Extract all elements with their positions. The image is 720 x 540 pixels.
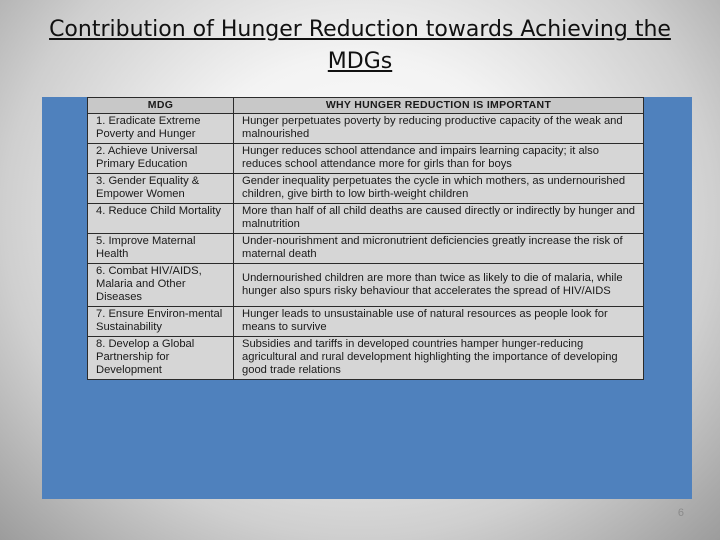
table-row bbox=[88, 264, 644, 307]
table-row bbox=[88, 114, 644, 144]
reason-cell: More than half of all child deaths are caused directly or indirectly by hunger and malnutrition bbox=[234, 204, 644, 234]
mdg-goal-cell: 7. Ensure Environ-mental Sustainability bbox=[88, 307, 234, 337]
table-row bbox=[88, 144, 644, 174]
reason-cell: Gender inequality perpetuates the cycle in which mothers, as undernourished children, give birth to low birth-weight children bbox=[234, 174, 644, 204]
table-header-row bbox=[88, 98, 644, 114]
reason-cell: Undernourished children are more than twice as likely to die of malaria, while hunger also spurs risky behaviour that accelerates the spread of HIV/AIDS bbox=[234, 264, 644, 307]
reason-cell: Hunger leads to unsustainable use of natural resources as people look for means to survive bbox=[234, 307, 644, 337]
reason-cell: Hunger reduces school attendance and impairs learning capacity; it also reduces school attendance more for girls than for boys bbox=[234, 144, 644, 174]
mdg-goal-cell: 1. Eradicate Extreme Poverty and Hunger bbox=[88, 114, 234, 144]
mdg-goal-cell: 3. Gender Equality & Empower Women bbox=[88, 174, 234, 204]
reason-cell: Subsidies and tariffs in developed countries hamper hunger-reducing agricultural and rural development highlighting the importance of developing good trade relations bbox=[234, 337, 644, 380]
mdg-table bbox=[87, 97, 644, 380]
table-row bbox=[88, 234, 644, 264]
header-mdg: MDG bbox=[88, 98, 234, 114]
reason-cell: Under-nourishment and micronutrient deficiencies greatly increase the risk of maternal death bbox=[234, 234, 644, 264]
mdg-goal-cell: 6. Combat HIV/AIDS, Malaria and Other Diseases bbox=[88, 264, 234, 307]
table-row bbox=[88, 174, 644, 204]
slide-title: Contribution of Hunger Reduction towards Achieving the MDGs bbox=[49, 17, 671, 74]
header-why: WHY HUNGER REDUCTION IS IMPORTANT bbox=[234, 98, 644, 114]
mdg-goal-cell: 2. Achieve Universal Primary Education bbox=[88, 144, 234, 174]
table-row bbox=[88, 204, 644, 234]
page-number: 6 bbox=[677, 507, 684, 519]
reason-cell: Hunger perpetuates poverty by reducing productive capacity of the weak and malnourished bbox=[234, 114, 644, 144]
mdg-goal-cell: 8. Develop a Global Partnership for Development bbox=[88, 337, 234, 380]
mdg-goal-cell: 5. Improve Maternal Health bbox=[88, 234, 234, 264]
table-row bbox=[88, 337, 644, 380]
mdg-goal-cell: 4. Reduce Child Mortality bbox=[88, 204, 234, 234]
table-row bbox=[88, 307, 644, 337]
